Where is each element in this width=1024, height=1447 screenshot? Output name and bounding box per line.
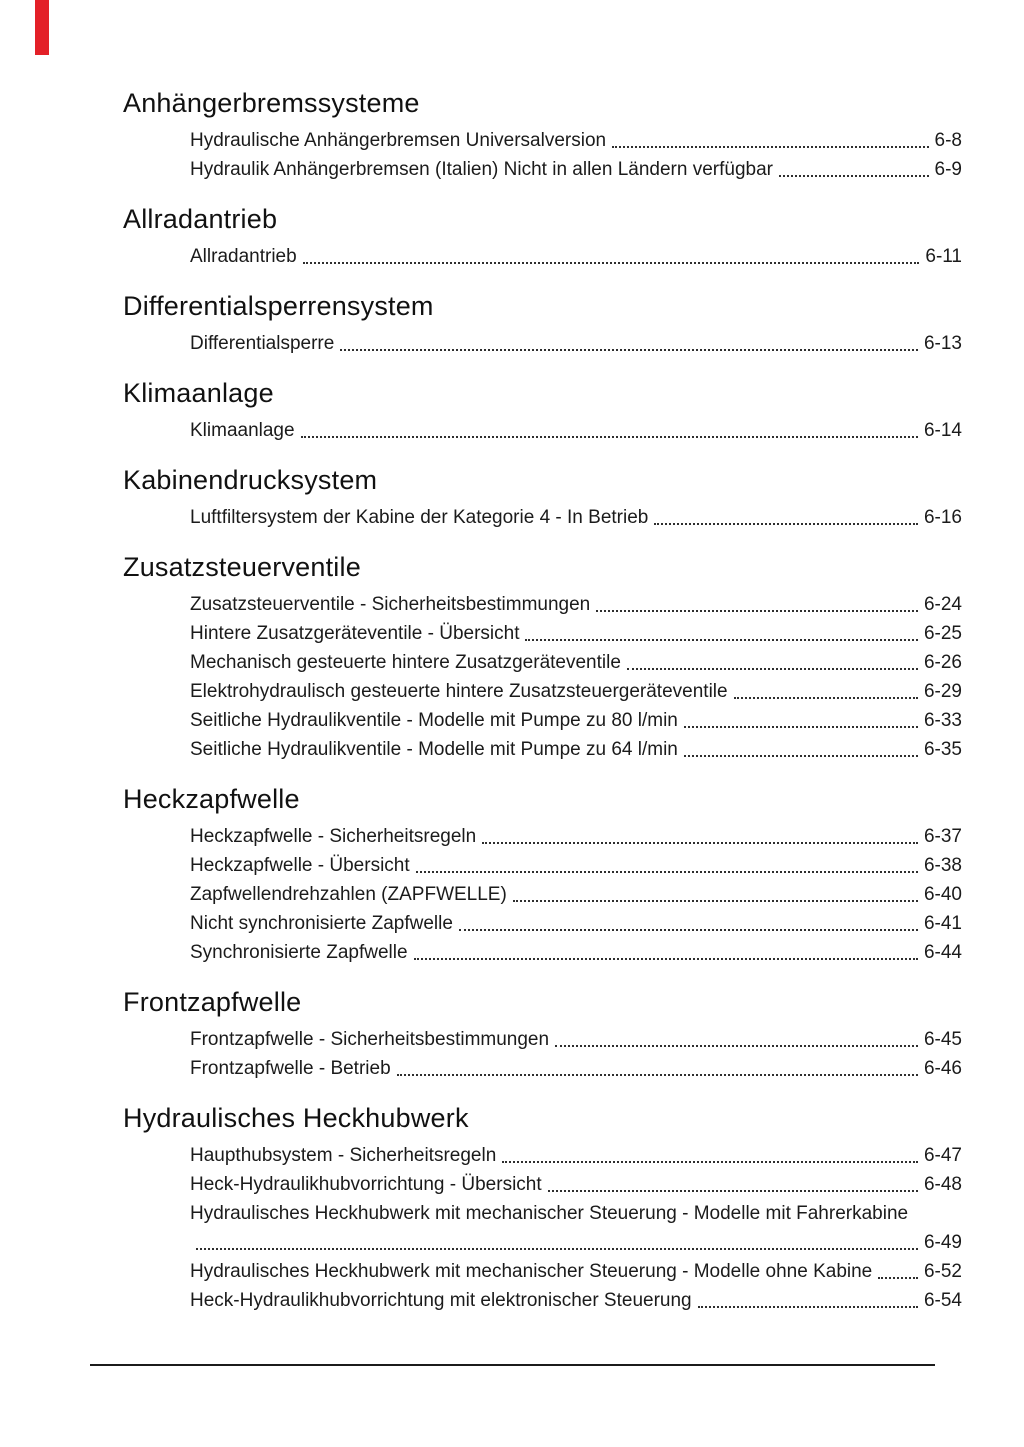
toc-entry-row [190,938,962,967]
toc-entry-row [190,880,962,909]
section-entries [190,416,962,445]
toc-entry-row [190,1286,962,1315]
page-number: 6-11 [925,246,962,267]
dot-leader [878,1257,918,1279]
section-entries [190,1141,962,1315]
dot-leader [513,880,918,902]
dot-leader [612,126,928,148]
toc-section [123,376,962,445]
section-entries [190,503,962,532]
toc-section [123,463,962,532]
toc-section [123,550,962,764]
page-number: 6-47 [923,1145,962,1166]
toc-entry-row [190,1170,962,1199]
dot-leader [459,909,918,931]
entry-label: Differentialsperre [190,333,335,354]
section-title: Klimaanlage [123,378,274,408]
page-number: 6-44 [923,942,962,963]
toc-entry-row [190,822,962,851]
toc-entry-row [190,1025,962,1054]
entry-label: Luftfiltersystem der Kabine der Kategorie 4 - In Betrieb [190,507,649,528]
entry-label: Klimaanlage [190,420,295,441]
toc-entry-row [190,735,962,764]
dot-leader [596,590,918,612]
bottom-rule [90,1364,935,1366]
page-number: 6-9 [934,159,962,180]
dot-leader [684,706,918,728]
section-entries [190,1025,962,1083]
entry-label: Hydraulik Anhängerbremsen (Italien) Nicht in allen Ländern verfügbar [190,159,773,180]
page-number: 6-8 [934,130,962,151]
toc-entry-row [190,706,962,735]
page-number: 6-38 [923,855,962,876]
dot-leader [397,1054,918,1076]
entry-label: Heckzapfwelle - Übersicht [190,855,410,876]
dot-leader [627,648,918,670]
toc-entry-row [190,416,962,445]
toc-section [123,86,962,184]
toc-entry-row [190,1199,962,1228]
entry-label: Hintere Zusatzgeräteventile - Übersicht [190,623,520,644]
section-title: Anhängerbremssysteme [123,88,420,118]
toc-section [123,289,962,358]
dot-leader [555,1025,918,1047]
entry-label: Heck-Hydraulikhubvorrichtung mit elektronischer Steuerung [190,1290,692,1311]
section-entries [190,126,962,184]
entry-label: Haupthubsystem - Sicherheitsregeln [190,1145,497,1166]
section-entries [190,822,962,967]
dot-leader [303,242,920,264]
toc-section [123,202,962,271]
entry-label: Heck-Hydraulikhubvorrichtung - Übersicht [190,1174,542,1195]
toc-entry-row [190,1257,962,1286]
page-number: 6-13 [923,333,962,354]
dot-leader [779,155,929,177]
red-corner-mark [35,0,49,55]
toc-section [123,985,962,1083]
page-number: 6-37 [923,826,962,847]
section-title: Kabinendrucksystem [123,465,378,495]
entry-label: Mechanisch gesteuerte hintere Zusatzgeräteventile [190,652,621,673]
entry-label: Seitliche Hydraulikventile - Modelle mit Pumpe zu 64 l/min [190,739,678,760]
page-number: 6-35 [923,739,962,760]
page-number: 6-16 [923,507,962,528]
entry-label: Synchronisierte Zapfwelle [190,942,408,963]
dot-leader [734,677,918,699]
page-number: 6-40 [923,884,962,905]
entry-label: Frontzapfwelle - Sicherheitsbestimmungen [190,1029,550,1050]
toc-entry-row [190,590,962,619]
page-number: 6-49 [923,1232,962,1253]
entry-label: Zapfwellendrehzahlen (ZAPFWELLE) [190,884,507,905]
page-number: 6-14 [923,420,962,441]
section-title: Frontzapfwelle [123,987,302,1017]
page-number: 6-25 [923,623,962,644]
entry-label: Allradantrieb [190,246,297,267]
toc-entry-row [190,126,962,155]
toc-entry-row [190,242,962,271]
entry-label: Hydraulisches Heckhubwerk mit mechanischer Steuerung - Modelle ohne Kabine [190,1261,873,1282]
toc-entry-row [190,677,962,706]
dot-leader [196,1228,918,1250]
entry-label: Frontzapfwelle - Betrieb [190,1058,391,1079]
dot-leader [502,1141,918,1163]
dot-leader [340,329,918,351]
entry-label: Elektrohydraulisch gesteuerte hintere Zusatzsteuergeräteventile [190,681,728,702]
dot-leader [414,938,918,960]
dot-leader [684,735,918,757]
section-title: Differentialsperrensystem [123,291,434,321]
toc-entry-row [190,1228,962,1257]
section-title: Allradantrieb [123,204,278,234]
toc-entry-row [190,851,962,880]
section-entries [190,329,962,358]
dot-leader [482,822,918,844]
section-title: Hydraulisches Heckhubwerk [123,1103,469,1133]
dot-leader [416,851,918,873]
entry-label: Nicht synchronisierte Zapfwelle [190,913,453,934]
dot-leader [548,1170,918,1192]
dot-leader [698,1286,918,1308]
page-number: 6-45 [923,1029,962,1050]
page-number: 6-29 [923,681,962,702]
page-number: 6-54 [923,1290,962,1311]
toc-section [123,1101,962,1315]
toc-entry-row [190,329,962,358]
dot-leader [525,619,917,641]
section-title: Heckzapfwelle [123,784,300,814]
dot-leader [301,416,918,438]
toc-section [123,782,962,967]
section-entries [190,242,962,271]
section-entries [190,590,962,764]
page-number: 6-48 [923,1174,962,1195]
page-number: 6-26 [923,652,962,673]
toc-entry-row [190,1141,962,1170]
toc-entry-row [190,1054,962,1083]
toc-entry-row [190,909,962,938]
entry-label: Hydraulisches Heckhubwerk mit mechanischer Steuerung - Modelle mit Fahrerkabine [190,1203,909,1224]
page-number: 6-46 [923,1058,962,1079]
toc-entry-row [190,648,962,677]
section-title: Zusatzsteuerventile [123,552,361,582]
toc-entry-row [190,619,962,648]
dot-leader [654,503,918,525]
toc-entry-row [190,503,962,532]
page-number: 6-41 [923,913,962,934]
entry-label: Heckzapfwelle - Sicherheitsregeln [190,826,477,847]
entry-label: Hydraulische Anhängerbremsen Universalversion [190,130,607,151]
page-number: 6-24 [923,594,962,615]
entry-label: Seitliche Hydraulikventile - Modelle mit Pumpe zu 80 l/min [190,710,678,731]
entry-label: Zusatzsteuerventile - Sicherheitsbestimmungen [190,594,591,615]
page-number: 6-33 [923,710,962,731]
page-number: 6-52 [923,1261,962,1282]
toc-entry-row [190,155,962,184]
